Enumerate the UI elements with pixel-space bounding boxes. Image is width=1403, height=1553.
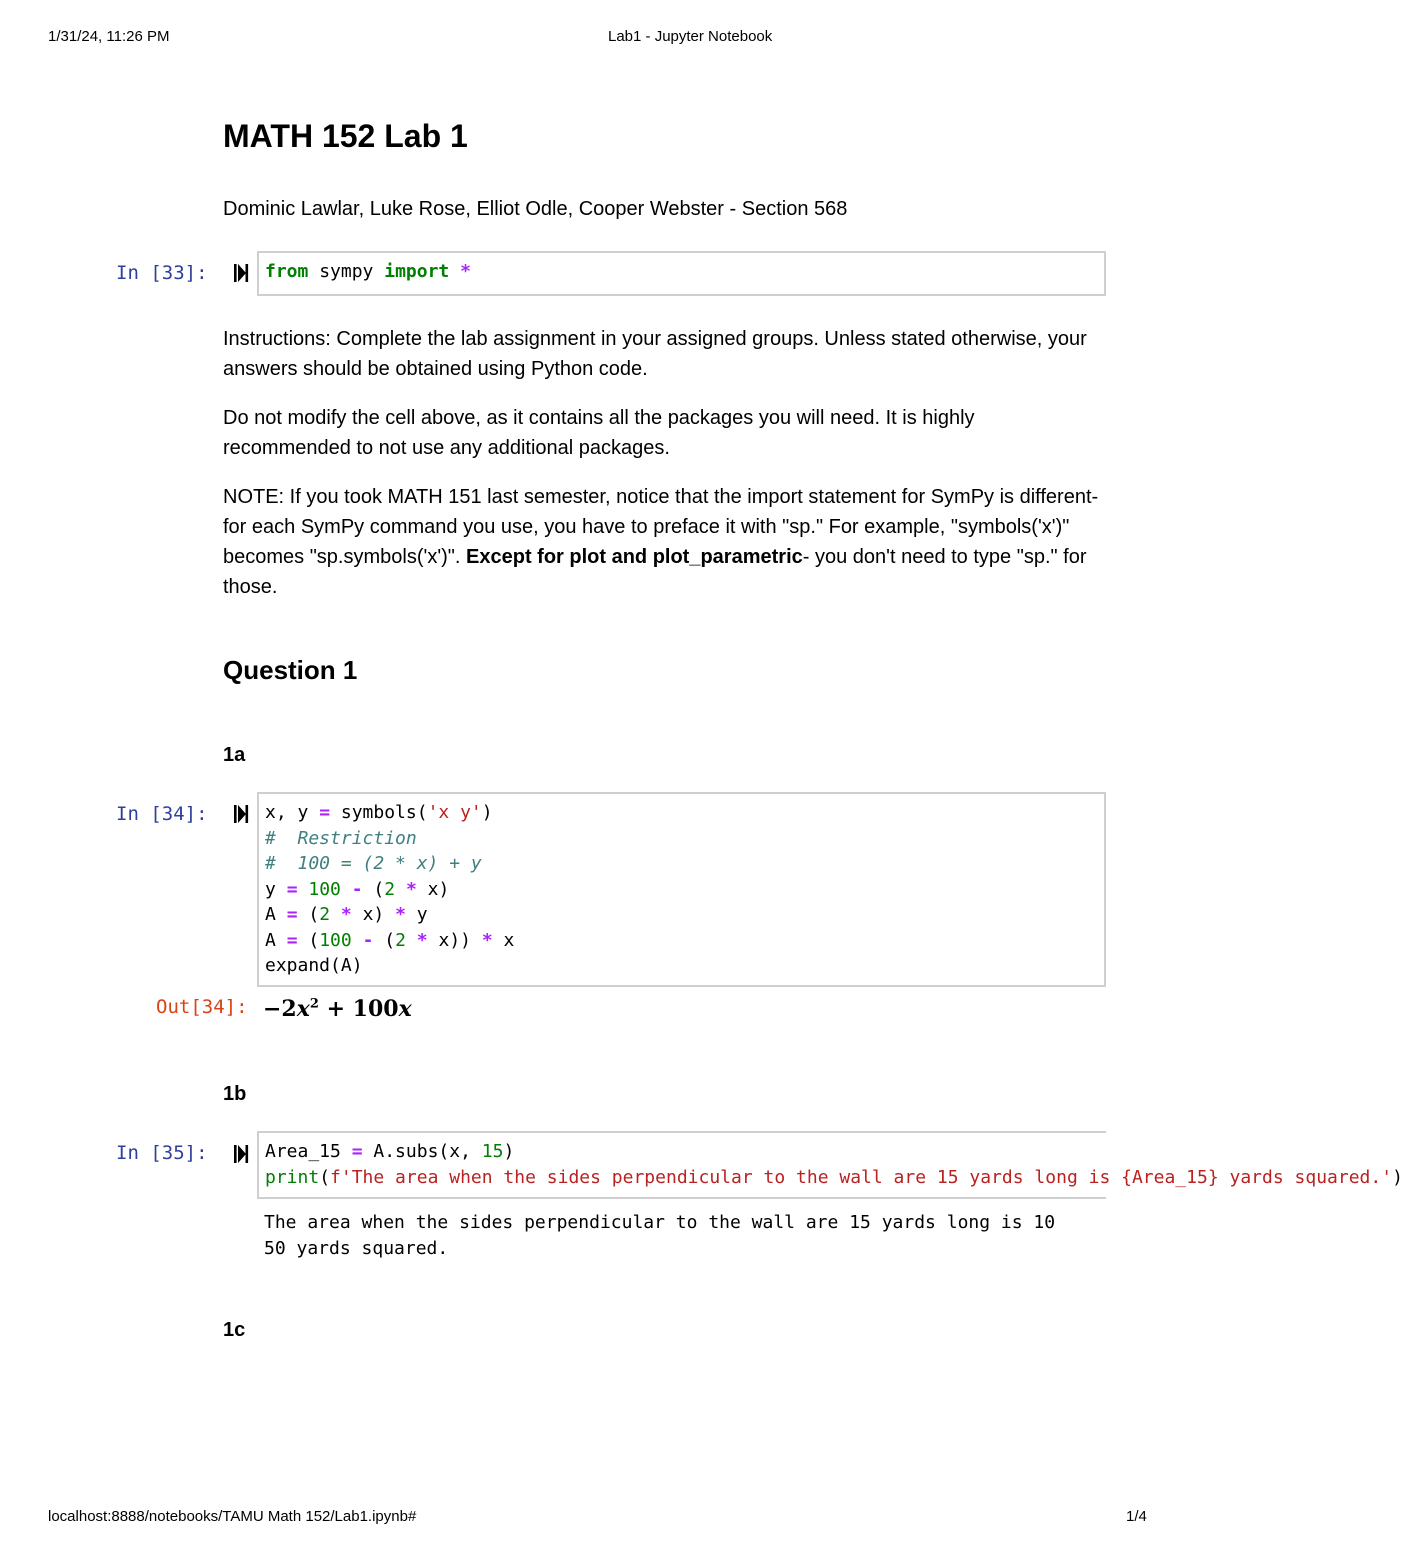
code-line[interactable]: y = 100 - (2 * x): [265, 878, 450, 900]
code-line[interactable]: print(f'The area when the sides perpendicular to the wall are 15 yards long is {Area_15} yards squared.'): [265, 1166, 1403, 1188]
authors-line: Dominic Lawlar, Luke Rose, Elliot Odle, Cooper Webster - Section 568: [223, 198, 848, 220]
code-cell-34-source[interactable]: [259, 794, 1104, 979]
subheading-1c: 1c: [223, 1319, 246, 1341]
note-bold-text: Except for plot and plot_parametric: [466, 546, 803, 568]
code-cell-33-source[interactable]: from sympy import *: [265, 261, 471, 282]
code-line[interactable]: x, y = symbols('x y'): [265, 802, 493, 823]
subheading-1b: 1b: [223, 1083, 247, 1105]
math-var-x-2: x: [398, 996, 412, 1022]
run-cell-icon[interactable]: [232, 1143, 250, 1165]
cell-34-out-prompt: Out[34]:: [156, 996, 248, 1018]
run-cell-icon[interactable]: [232, 803, 250, 825]
cell-33-prompt: In [33]:: [116, 262, 208, 284]
math-exponent: 2: [309, 996, 319, 1012]
run-cell-icon[interactable]: [232, 262, 250, 284]
code-line[interactable]: # 100 = (2 * x) + y: [265, 853, 482, 874]
print-page-number: 1/4: [1126, 1508, 1147, 1525]
cell-34-output-math: [263, 996, 412, 1022]
subheading-1a: 1a: [223, 744, 246, 766]
code-line[interactable]: # Restriction: [265, 827, 417, 849]
math-rest: + 100: [318, 996, 399, 1022]
stdout-line: The area when the sides perpendicular to the wall are 15 yards long is 10: [264, 1212, 1056, 1233]
code-cell-35-source[interactable]: [259, 1133, 1403, 1190]
instructions-paragraph-2: Do not modify the cell above, as it contains all the packages you will need. It is highly recommended to not use any additional packages.: [223, 407, 975, 459]
print-datetime: 1/31/24, 11:26 PM: [48, 28, 170, 45]
note-text-1: NOTE: If you took MATH 151 last semester, notice that the import statement for SymPy is different- for each SymPy command you use, you have to preface it with "sp." For example, "symbols('x')" becomes "sp.symbols('x')".: [223, 486, 1099, 568]
instructions-paragraph-1: Instructions: Complete the lab assignment in your assigned groups. Unless stated otherwise, your answers should be obtained using Python code.: [223, 328, 1087, 380]
question-1-heading: Question 1: [223, 655, 358, 685]
cell-35-stdout: [264, 1210, 1104, 1262]
code-cell-34[interactable]: [257, 792, 1106, 987]
note-text-2: - you don't need to type "sp." for those.: [223, 546, 1087, 598]
keyword-from: from: [265, 261, 309, 282]
print-url: localhost:8888/notebooks/TAMU Math 152/Lab1.ipynb#: [48, 1508, 417, 1525]
math-var-x: x: [296, 996, 310, 1022]
stdout-line: 50 yards squared.: [264, 1238, 449, 1259]
code-cell-35[interactable]: [257, 1131, 1403, 1199]
cell-34-prompt: In [34]:: [116, 803, 208, 825]
code-line[interactable]: A = (2 * x) * y: [265, 904, 428, 925]
notebook-title: MATH 152 Lab 1: [223, 118, 468, 154]
code-line[interactable]: Area_15 = A.subs(x, 15): [265, 1141, 515, 1162]
code-cell-33[interactable]: [257, 251, 1106, 296]
math-coef: −2: [263, 996, 297, 1022]
code-line[interactable]: expand(A): [265, 955, 363, 976]
print-page-title: Lab1 - Jupyter Notebook: [608, 28, 773, 45]
note-paragraph: [223, 482, 1103, 602]
cell-35-prompt: In [35]:: [116, 1142, 208, 1164]
code-line[interactable]: A = (100 - (2 * x)) * x: [265, 929, 515, 951]
